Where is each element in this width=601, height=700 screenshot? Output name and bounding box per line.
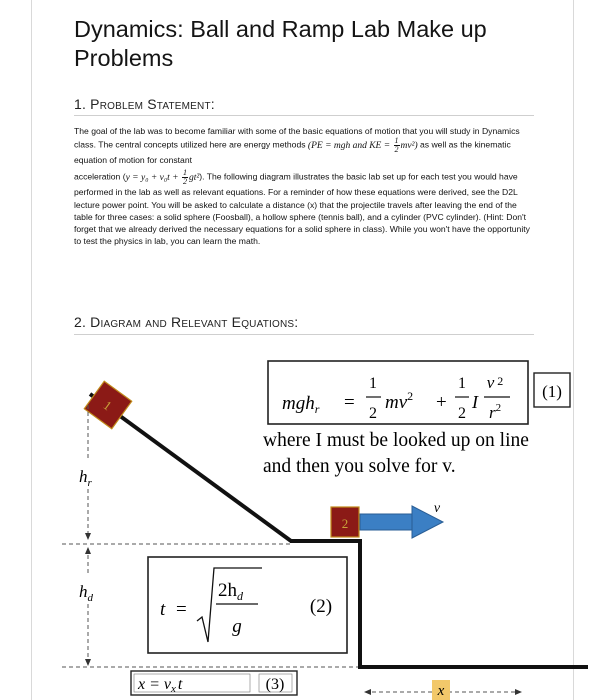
block-2 bbox=[331, 507, 359, 537]
section-2-title: Diagram and Relevant Equations: bbox=[90, 314, 299, 330]
equation-2 bbox=[148, 557, 347, 653]
eq2-numerator: $2h_d$ bbox=[218, 580, 243, 603]
eq1-half-den: 2 bbox=[369, 405, 377, 422]
eq2-lhs: t bbox=[160, 599, 166, 620]
block-2-label: 2 bbox=[341, 516, 349, 531]
note-line-2: and then you solve for v. bbox=[263, 456, 456, 477]
eq2-equals: = bbox=[176, 599, 187, 620]
eq1-label: (1) bbox=[542, 382, 562, 401]
eq1-half-num: 1 bbox=[369, 375, 377, 392]
equation-1 bbox=[268, 361, 570, 424]
hd-label-box bbox=[76, 576, 101, 604]
block-1-label: 1 bbox=[100, 397, 115, 414]
hd-label: $h_d$ bbox=[79, 582, 93, 604]
half-denominator-2: 2 bbox=[182, 177, 187, 187]
intro-text-b: as well as the kinematic equation of motion for constant bbox=[74, 139, 511, 166]
eq3-expression: x = vx t bbox=[138, 676, 183, 695]
x-label-box bbox=[432, 680, 450, 700]
note-line-1: where I must be looked up on line bbox=[263, 430, 529, 451]
eq1-plus: + bbox=[436, 392, 447, 413]
eq2-denominator: g bbox=[232, 616, 242, 637]
section-1-number: 1. bbox=[74, 96, 87, 112]
eq1-half-num-2: 1 bbox=[458, 375, 466, 392]
pe-ke-equation: (PE = mgh and KE = bbox=[307, 140, 393, 151]
eq1-r-squared: $r^2$ bbox=[488, 402, 502, 422]
half-denominator: 2 bbox=[394, 145, 399, 155]
eq2-label: (2) bbox=[309, 596, 333, 617]
hr-label: $h_r$ bbox=[79, 467, 92, 489]
kinematic-equation-b: gt² bbox=[188, 173, 200, 184]
eq1-equals: = bbox=[344, 392, 355, 413]
accel-tail: ). The following diagram illustrates the basic lab set up for each test you would have performed in the lab as well as relevant equations. For a reminder of how these equations were derived, see the D2L lecture power point. You will be asked to calculate a distance (x) that the projectile travels after leaving the end of the table for three cases: a solid sphere (Foosball), a hollow sphere (tennis ball), and a cylinder (PVC cylinder). (Hint: Don't forget that we already derived the necessary equations for a solid sphere in class). While you won't have the opportunity to test the physics in lab, you can learn the math. bbox=[74, 172, 530, 247]
eq1-half-den-2: 2 bbox=[458, 405, 466, 422]
velocity-label: v bbox=[433, 501, 441, 516]
eq1-mv: $mv^2$ bbox=[385, 389, 414, 413]
kinematic-equation-a: y = y₀ + v₀t + bbox=[125, 173, 181, 184]
half-numerator: 1 bbox=[394, 136, 399, 146]
ke-tail: mv²) bbox=[400, 140, 418, 151]
accel-lead: acceleration ( bbox=[74, 172, 126, 183]
hr-label-box bbox=[76, 460, 101, 489]
page-title: Dynamics: Ball and Ramp Lab Make up Problems bbox=[74, 16, 487, 71]
eq1-lhs: mgh$_r$ bbox=[282, 393, 320, 416]
intro-text-a: The goal of the lab was to become familiar with some of the basic equations of motion that you will study in Dynamics class. The central concepts utilized here are energy methods bbox=[74, 126, 520, 150]
half-numerator-2: 1 bbox=[182, 168, 187, 178]
section-1-title: Problem Statement: bbox=[90, 96, 215, 112]
eq1-v-squared: v 2 bbox=[486, 373, 504, 392]
eq1-inertia: I bbox=[472, 392, 478, 412]
x-label: x bbox=[437, 683, 445, 699]
eq3-label: (3) bbox=[265, 676, 285, 693]
equation-3 bbox=[131, 671, 297, 695]
velocity-arrow bbox=[360, 506, 443, 538]
section-2-number: 2. bbox=[74, 314, 87, 330]
